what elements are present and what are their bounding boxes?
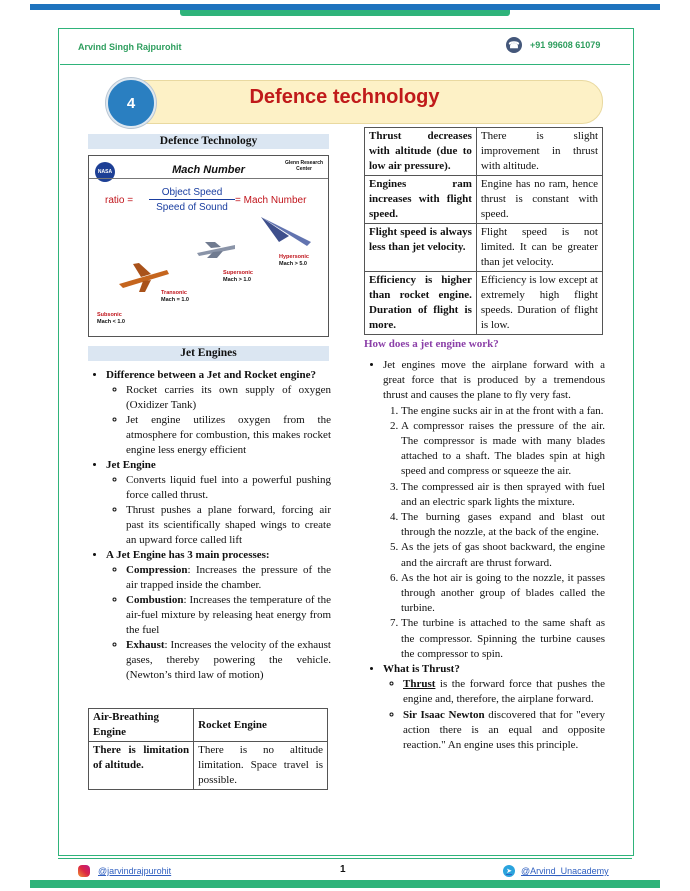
footer-divider [58, 858, 632, 859]
chapter-number: 4 [106, 78, 156, 128]
transonic-value: Mach = 1.0 [161, 297, 189, 303]
list-item: 3. The compressed air is then sprayed with fuel and an electric spark lights the mixture. [401, 480, 605, 510]
table-row [365, 128, 603, 176]
table-cell: Flight speed is always less than jet velocity. [365, 224, 477, 272]
nasa-logo: NASA [95, 162, 115, 182]
subsonic-value: Mach < 1.0 [97, 319, 125, 325]
table-row [365, 272, 603, 335]
section-title-defence: Defence Technology [88, 134, 329, 149]
phone-icon: ☎ [506, 37, 522, 53]
list-item: ◦ Sir Isaac Newton discovered that for "every action there is an equal and opposite reaction." An engine uses this principle. [403, 708, 605, 754]
list-item: 6. As the hot air is going to the nozzle, it passes through another group of blades called the turbine. [401, 571, 605, 617]
ratio-numerator: Object Speed [149, 187, 235, 200]
list-item: 7. The turbine is attached to the same shaft as the compressor. Spinning the turbine causes the compressor to spin. [401, 616, 605, 662]
list-item: 5. As the jets of gas shoot backward, the engine and the aircraft are thrust forward. [401, 540, 605, 570]
mach-number-figure [88, 155, 329, 337]
top-green-bar [180, 10, 510, 16]
list-item: ◦ Jet engine utilizes oxygen from the atmosphere for combustion, this makes rocket engine less energy efficient [126, 413, 331, 458]
table-cell: There is slight improvement in thrust with altitude. [476, 128, 602, 176]
mach-number-equals: = Mach Number [235, 195, 307, 206]
jet-engine-question: How does a jet engine work? [364, 338, 499, 350]
table-header: Rocket Engine [194, 709, 328, 742]
supersonic-value: Mach > 1.0 [223, 277, 251, 283]
telegram-link[interactable] [503, 865, 609, 877]
list-item: ◦ Combustion: Increases the temperature of the air-fuel mixture by releasing heat energy from the fuel [126, 593, 331, 638]
air-vs-rocket-table-continued [364, 127, 603, 335]
phone-number: +91 99608 61079 [530, 40, 601, 50]
phone-contact [506, 37, 600, 53]
table-cell: There is limitation of altitude. [89, 742, 194, 790]
header-divider [60, 64, 630, 65]
jet-engine-working [363, 358, 605, 753]
chapter-title: Defence technology [249, 86, 440, 108]
author-name: Arvind Singh Rajpurohit [78, 42, 182, 52]
air-vs-rocket-table [88, 708, 328, 790]
hypersonic-aircraft-icon [261, 217, 311, 246]
table-header: Air-Breathing Engine [89, 709, 194, 742]
glenn-center-label: Glenn Research Center [284, 160, 324, 172]
telegram-handle[interactable]: @Arvind_Unacademy [521, 866, 609, 876]
list-item: 4. The burning gases expand and blast out through the nozzle, at the back of the engine. [401, 510, 605, 540]
table-cell: Engine has no ram, hence thrust is constant with speed. [476, 176, 602, 224]
aircraft-illustrations [89, 156, 330, 338]
subsonic-label: Subsonic [97, 312, 122, 318]
table-cell: Efficiency is higher than rocket engine. Duration of flight is more. [365, 272, 477, 335]
table-cell: Thrust decreases with altitude (due to low air pressure). [365, 128, 477, 176]
list-item: ◦ Exhaust: Increases the velocity of the exhaust gases, thereby powering the vehicle. (Newton’s third law of motion) [126, 638, 331, 683]
list-item: • What is Thrust? ◦ Thrust is the forward force that pushes the engine and, therefore, the airplane forward. ◦ Sir Isaac Newton discovered that for "every action there is an equal and opposite reaction." An engine uses this principle. [383, 662, 605, 753]
table-cell: Engines ram increases with flight speed. [365, 176, 477, 224]
table-cell: There is no altitude limitation. Space travel is possible. [194, 742, 328, 790]
list-item: ◦ Thrust is the forward force that pushes the engine and, therefore, the airplane forward. [403, 677, 605, 707]
table-row [365, 176, 603, 224]
list-item: ◦ Thrust pushes a plane forward, forcing air past its scientifically shaped wings to create an upward force called lift [126, 503, 331, 548]
instagram-link[interactable] [78, 865, 171, 877]
telegram-icon: ➤ [503, 865, 515, 877]
table-cell: Flight speed is not limited. It can be greater than jet velocity. [476, 224, 602, 272]
hypersonic-label: Hypersonic [279, 254, 309, 260]
bottom-green-bar [30, 880, 660, 888]
table-row [365, 224, 603, 272]
table-cell: Efficiency is low except at extremely high flight speeds. Duration of flight is low. [476, 272, 602, 335]
list-item: • Jet Engine ◦ Converts liquid fuel into a powerful pushing force called thrust. ◦ Thrust pushes a plane forward, forcing air past its scientifically shaped wings to create an upward force called lift [106, 458, 331, 548]
list-item: 2. A compressor raises the pressure of the air. The compressor is made with many blades attached to a shaft. The blades spin at high speed and compress or squeeze the air. [401, 419, 605, 480]
subsonic-aircraft-icon [119, 263, 169, 292]
jet-engine-notes [86, 368, 331, 683]
ratio-denominator: Speed of Sound [156, 202, 228, 213]
ratio-label: ratio = [105, 195, 134, 206]
list-item: ◦ Rocket carries its own supply of oxygen (Oxidizer Tank) [126, 383, 331, 413]
list-item: • Difference between a Jet and Rocket engine? ◦ Rocket carries its own supply of oxygen (Oxidizer Tank) ◦ Jet engine utilizes oxygen from the atmosphere for combustion, this makes rocket engine less energy efficient [106, 368, 331, 458]
transonic-label: Transonic [161, 290, 187, 296]
section-title-jet-engines: Jet Engines [88, 346, 329, 361]
table-row [89, 709, 328, 742]
supersonic-aircraft-icon [197, 242, 235, 258]
list-item: ◦ Compression: Increases the pressure of the air trapped inside the chamber. [126, 563, 331, 593]
table-row [89, 742, 328, 790]
list-item: ◦ Converts liquid fuel into a powerful pushing force called thrust. [126, 473, 331, 503]
instagram-handle[interactable]: @jarvindrajpurohit [98, 866, 172, 876]
page-number: 1 [340, 864, 346, 875]
list-item: • A Jet Engine has 3 main processes: ◦ Compression: Increases the pressure of the air trapped inside the chamber. ◦ Combustion: Increases the temperature of the air-fuel mixture by releasing heat energy from the fuel ◦ Exhaust: Increases the velocity of the exhaust gases, thereby powering the vehicle. (Newton’s third law of motion) [106, 548, 331, 683]
hypersonic-value: Mach > 5.0 [279, 261, 307, 267]
supersonic-label: Supersonic [223, 270, 253, 276]
list-item: 1. The engine sucks air in at the front with a fan. [401, 404, 605, 419]
mach-figure-title: Mach Number [172, 164, 245, 176]
instagram-icon [78, 865, 90, 877]
list-item: • Jet engines move the airplane forward with a great force that is produced by a tremendous thrust and causes the plane to fly very fast. 1. The engine sucks air in at the front with a fan. 2. A compressor raises the pressure of the air. The compressor is made with many blades attached to a shaft. The blades spin at high speed and compress or squeeze the air. 3. The compressed air is then sprayed with fuel and an electric spark lights the mixture. 4. The burning gases expand and blast out through the nozzle, at the back of the engine. 5. As the jets of gas shoot backward, the engine and the aircraft are thrust forward. 6. As the hot air is going to the nozzle, it passes through another group of blades called the turbine. 7. The turbine is attached to the same shaft as the compressor. Spinning the turbine causes the compressor to spin. [383, 358, 605, 662]
